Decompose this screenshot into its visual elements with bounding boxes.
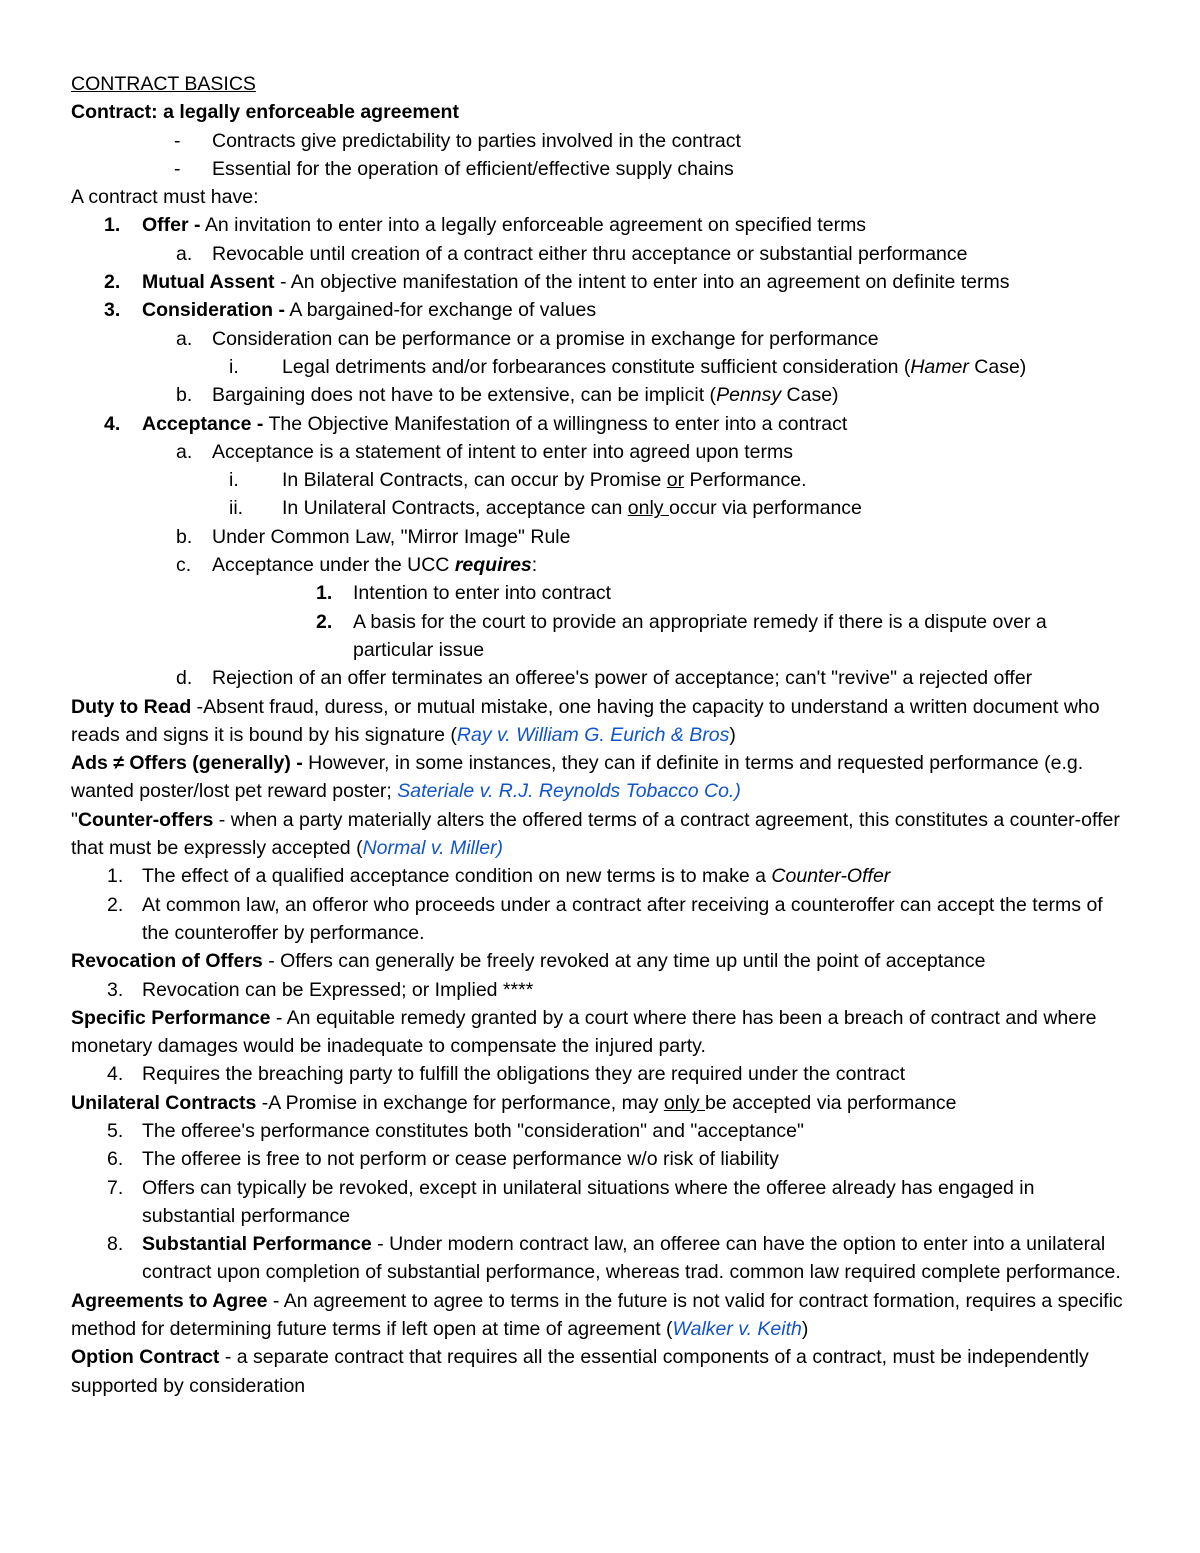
list-item: [71, 891, 1130, 948]
list-number: 4.: [107, 1063, 124, 1086]
term: Ads ≠ Offers (generally) -: [71, 752, 303, 775]
list-number: 2.: [316, 610, 333, 633]
term-text: - when a party materially alters the offered terms of a contract agreement, this constitutes a counter-offer that must be expressly accepted (: [71, 808, 1120, 860]
list-letter: d.: [176, 667, 193, 690]
list-number: 1.: [316, 582, 333, 605]
emphasis: requires: [454, 554, 532, 577]
emphasis: Counter-Offer: [771, 865, 891, 888]
term-text: -A Promise in exchange for performance, may: [256, 1091, 664, 1114]
term: Acceptance -: [142, 412, 264, 435]
term: Duty to Read: [71, 695, 192, 718]
list-number: 4.: [104, 412, 121, 435]
revocation-of-offers: [71, 947, 1130, 975]
term-text: A bargained-for exchange of values: [285, 299, 597, 322]
term-text: - An equitable remedy granted by a court where there has been a breach of contract and where monetary damages would be inadequate to compensate the injured party.: [71, 1006, 1097, 1058]
agreements-to-agree: [71, 1287, 1130, 1344]
list-roman: i.: [229, 355, 239, 378]
list-item: [71, 325, 1130, 353]
list-item: [71, 494, 1130, 522]
list-item: [71, 438, 1130, 466]
case-citation: Sateriale v. R.J. Reynolds Tobacco Co.): [397, 780, 741, 803]
term-text: ): [801, 1318, 809, 1341]
term: Agreements to Agree: [71, 1289, 268, 1312]
term-text: An invitation to enter into a legally enforceable agreement on specified terms: [200, 214, 867, 237]
item-text: Revocation can be Expressed; or Implied ****: [142, 978, 534, 1001]
list-item: [71, 1145, 1130, 1173]
item-text: At common law, an offeror who proceeds under a contract after receiving a counteroffer can accept the terms of the counteroffer by performance.: [142, 893, 1103, 944]
term: Counter-offers: [77, 808, 214, 831]
term-text: - An objective manifestation of the intent to enter into an agreement on definite terms: [274, 271, 1010, 294]
term: Revocation of Offers: [71, 950, 263, 973]
item-text: Legal detriments and/or forbearances constitute sufficient consideration (: [282, 355, 911, 378]
list-letter: b.: [176, 384, 193, 407]
list-item: [71, 608, 1130, 665]
term-text: -Absent fraud, duress, or mutual mistake, one having the capacity to understand a written document who reads and signs it is bound by his signature (: [71, 695, 1100, 746]
duty-to-read: [71, 693, 1130, 750]
term: Unilateral Contracts: [71, 1091, 257, 1114]
underlined-word: only: [663, 1091, 706, 1114]
list-number: 2.: [107, 893, 124, 916]
underlined-word: or: [666, 469, 685, 492]
list-letter: b.: [176, 525, 193, 548]
list-item: [71, 127, 1130, 155]
case-citation: Walker v. Keith: [672, 1318, 802, 1341]
term: Substantial Performance: [142, 1233, 372, 1256]
item-text: Performance.: [684, 469, 807, 492]
list-item: [71, 523, 1130, 551]
item-text: Consideration can be performance or a promise in exchange for performance: [212, 327, 879, 350]
quote-mark: ": [71, 808, 78, 831]
list-roman: i.: [229, 469, 239, 492]
list-number: 6.: [107, 1148, 124, 1171]
item-text: :: [531, 554, 538, 577]
item-text: occur via performance: [668, 497, 862, 520]
list-letter: a.: [176, 242, 193, 265]
item-text: Intention to enter into contract: [353, 582, 611, 605]
list-item-acceptance: [71, 410, 1130, 438]
item-text: Acceptance under the UCC: [212, 554, 455, 577]
case-name: Pennsy: [716, 384, 782, 407]
list-number: 3.: [107, 978, 124, 1001]
list-item: [71, 551, 1130, 579]
list-number: 1.: [104, 214, 121, 237]
term: Consideration -: [142, 299, 286, 322]
list-item: [71, 240, 1130, 268]
list-number: 8.: [107, 1233, 124, 1256]
counter-offers: [71, 806, 1130, 863]
item-text: Bargaining does not have to be extensive, can be implicit (: [212, 384, 717, 407]
term-text: - a separate contract that requires all the essential components of a contract, must be independently supported by consideration: [71, 1346, 1089, 1397]
bullet-text: Contracts give predictability to parties involved in the contract: [212, 129, 741, 152]
must-have-intro: A contract must have:: [71, 186, 259, 209]
ads-not-offers: [71, 749, 1130, 806]
item-text: Requires the breaching party to fulfill the obligations they are required under the contract: [142, 1063, 906, 1086]
unilateral-contracts: [71, 1089, 1130, 1117]
case-name: Hamer: [910, 355, 969, 378]
term-text: - An agreement to agree to terms in the future is not valid for contract formation, requires a specific method for determining future terms if left open at time of agreement (: [71, 1289, 1123, 1341]
item-text: Case): [781, 384, 839, 407]
list-item: [71, 1060, 1130, 1088]
term-text: ): [729, 723, 736, 746]
option-contract: [71, 1343, 1130, 1400]
list-number: 1.: [107, 865, 124, 888]
list-item: [71, 579, 1130, 607]
term: Mutual Assent: [142, 271, 275, 294]
list-number: 2.: [104, 271, 121, 294]
list-letter: a.: [176, 327, 193, 350]
case-citation: Ray v. William G. Eurich & Bros: [456, 723, 730, 746]
list-item: [71, 381, 1130, 409]
item-text: Revocable until creation of a contract either thru acceptance or substantial performance: [212, 242, 968, 265]
dash-marker: -: [174, 157, 181, 180]
list-item: [71, 664, 1130, 692]
list-number: 3.: [104, 299, 121, 322]
item-text: - Under modern contract law, an offeree can have the option to enter into a unilateral contract upon completion of substantial performance, whereas trad. common law required complete performance.: [142, 1233, 1121, 1284]
list-letter: a.: [176, 440, 193, 463]
list-item: [71, 862, 1130, 890]
list-item-consideration: [71, 296, 1130, 324]
item-text: Case): [968, 355, 1027, 378]
underlined-word: only: [627, 497, 669, 520]
list-item: [71, 353, 1130, 381]
term: Specific Performance: [71, 1006, 271, 1029]
bullet-text: Essential for the operation of efficient/effective supply chains: [212, 157, 734, 180]
list-item: [71, 1117, 1130, 1145]
doc-title: CONTRACT BASICS: [71, 73, 256, 95]
term: Option Contract: [71, 1346, 220, 1369]
item-text: In Unilateral Contracts, acceptance can: [282, 497, 628, 520]
term-text: - Offers can generally be freely revoked at any time up until the point of acceptance: [262, 950, 986, 973]
term-text: However, in some instances, they can if definite in terms and requested performance (e.g. wanted poster/lost pet reward poster;: [71, 752, 1084, 803]
item-text: Offers can typically be revoked, except in unilateral situations where the offeree already has engaged in substantial performance: [142, 1176, 1035, 1227]
list-item: [71, 1174, 1130, 1231]
list-letter: c.: [176, 554, 192, 577]
item-text: Acceptance is a statement of intent to enter into agreed upon terms: [212, 440, 794, 463]
item-text: The offeree is free to not perform or cease performance w/o risk of liability: [142, 1148, 779, 1171]
item-text: The offeree's performance constitutes both "consideration" and "acceptance": [142, 1119, 804, 1142]
list-item: [71, 1230, 1130, 1287]
term-text: The Objective Manifestation of a willingness to enter into a contract: [263, 412, 848, 435]
item-text: The effect of a qualified acceptance condition on new terms is to make a: [142, 865, 772, 888]
specific-performance: [71, 1004, 1130, 1061]
item-text: A basis for the court to provide an appropriate remedy if there is a dispute over a particular issue: [353, 610, 1047, 661]
term-text: be accepted via performance: [705, 1091, 957, 1114]
case-citation: Normal v. Miller): [362, 837, 504, 860]
item-text: Under Common Law, "Mirror Image" Rule: [212, 525, 571, 548]
list-number: 7.: [107, 1176, 124, 1199]
list-roman: ii.: [229, 497, 244, 520]
list-item: [71, 155, 1130, 183]
list-item-offer: [71, 211, 1130, 239]
list-item: [71, 466, 1130, 494]
item-text: Rejection of an offer terminates an offeree's power of acceptance; can't "revive" a rejected offer: [212, 667, 1033, 690]
list-item: [71, 976, 1130, 1004]
term: Offer -: [142, 214, 201, 237]
item-text: In Bilateral Contracts, can occur by Promise: [282, 469, 667, 492]
contract-definition: Contract: a legally enforceable agreement: [71, 101, 459, 124]
list-number: 5.: [107, 1119, 124, 1142]
list-item-mutual-assent: [71, 268, 1130, 296]
dash-marker: -: [174, 129, 181, 152]
